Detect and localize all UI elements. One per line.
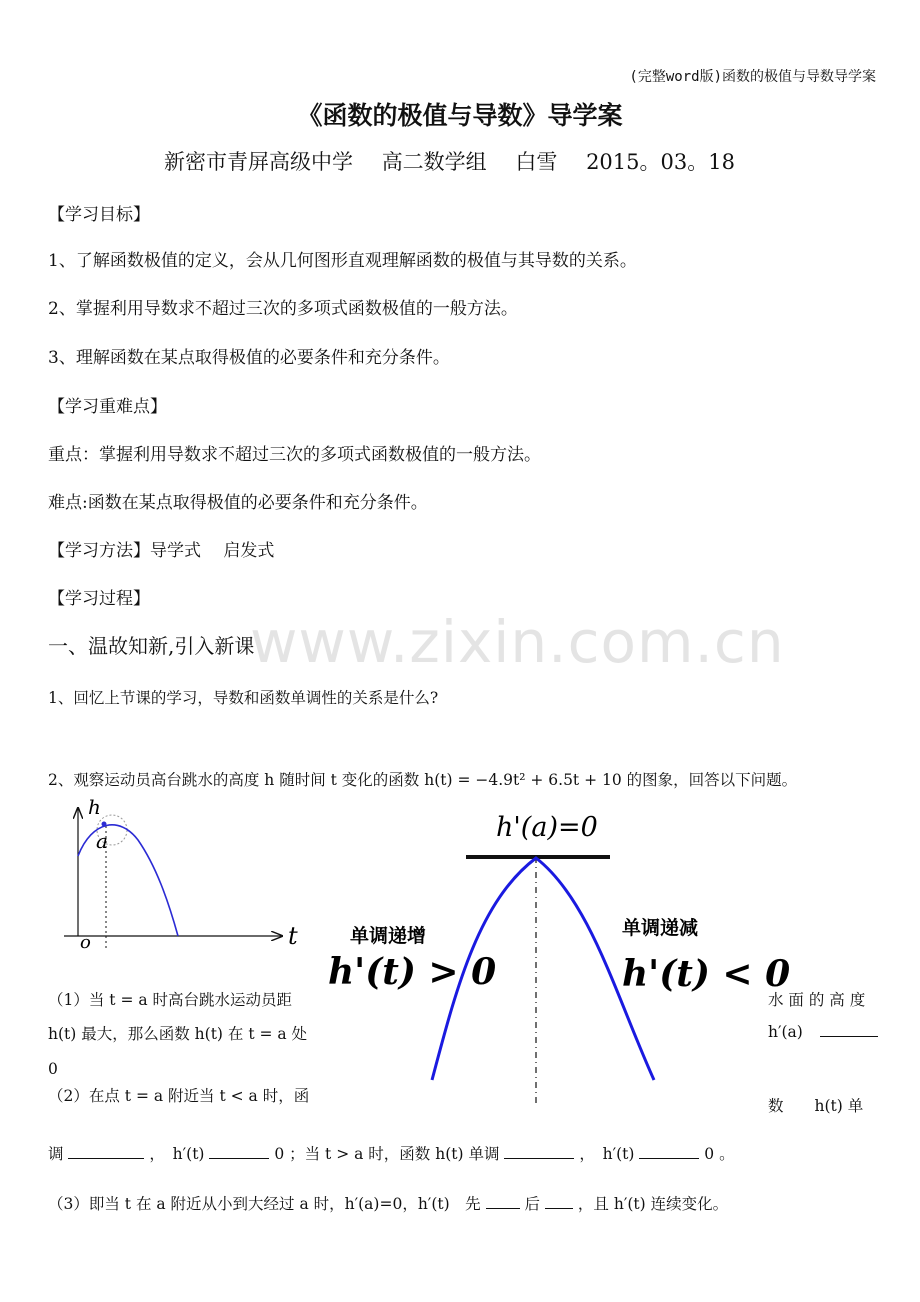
- subtitle: [164, 146, 757, 176]
- answer-blank[interactable]: [545, 1194, 573, 1209]
- key-heading: 【学习重难点】: [48, 397, 167, 417]
- page-header: (完整word版)函数的极值与导数导学案: [629, 69, 876, 85]
- top-formula: h'(a)=0: [496, 812, 598, 843]
- difficult-point: 难点:函数在某点取得极值的必要条件和充分条件。: [48, 493, 428, 513]
- x-axis-label: t: [288, 922, 298, 950]
- text-fragment: 后: [524, 1195, 541, 1213]
- text-fragment: ， h′(t): [149, 1145, 205, 1163]
- text-fragment: ， h′(t): [579, 1145, 635, 1163]
- goal-item: 1、了解函数极值的定义，会从几何图形直观理解函数的极值与其导数的关系。: [48, 251, 637, 271]
- question-part-1-right: 水 面 的 高 度: [768, 991, 866, 1009]
- answer-blank[interactable]: [639, 1144, 699, 1159]
- question-part-1-b: h(t) 最大，那么函数 h(t) 在 t = a 处: [48, 1025, 308, 1043]
- increasing-formula: h'(t) > 0: [328, 951, 497, 993]
- derivative-at-a: h′(a): [768, 1023, 803, 1041]
- watermark: www.zixin.com.cn: [250, 608, 785, 676]
- decreasing-formula: h'(t) < 0: [622, 953, 791, 995]
- question-part-1-a: （1）当 t = a 时高台跳水运动员距: [48, 991, 293, 1009]
- origin-label: o: [80, 932, 91, 953]
- question-part-3: [48, 1192, 728, 1214]
- text-fragment: ，且 h′(t) 连续变化。: [577, 1195, 729, 1213]
- text-fragment: 调: [48, 1145, 64, 1163]
- question-part-1-right-2: [768, 1022, 878, 1041]
- height-curve: [78, 825, 178, 936]
- date: 2015。03。18: [586, 150, 735, 174]
- goal-item: 2、掌握利用导数求不超过三次的多项式函数极值的一般方法。: [48, 299, 518, 319]
- key-point: 重点：掌握利用导数求不超过三次的多项式函数极值的一般方法。: [48, 445, 541, 465]
- question-part-1-c: 0: [48, 1060, 58, 1078]
- school-name: 新密市青屏高级中学: [164, 150, 353, 174]
- text-fragment: 0 。: [704, 1145, 735, 1163]
- height-time-graph: [56, 796, 312, 952]
- question-part-2-right: 数 h(t) 单: [768, 1097, 864, 1115]
- question-part-2-a: （2）在点 t = a 附近当 t < a 时，函: [48, 1087, 310, 1105]
- goal-item: 3、理解函数在某点取得极值的必要条件和充分条件。: [48, 348, 450, 368]
- answer-blank[interactable]: [209, 1144, 269, 1159]
- peak-dot: [102, 822, 107, 827]
- derivative-graph: [324, 800, 791, 1108]
- process-heading: 【学习过程】: [48, 589, 150, 609]
- answer-blank[interactable]: [68, 1144, 144, 1159]
- goals-heading: 【学习目标】: [48, 205, 150, 225]
- increasing-label: 单调递增: [350, 925, 427, 947]
- text-fragment: 0 ；当 t > a 时，函数 h(t) 单调: [274, 1145, 500, 1163]
- question-1: 1、回忆上节课的学习，导数和函数单调性的关系是什么?: [48, 689, 439, 707]
- answer-blank[interactable]: [820, 1022, 878, 1037]
- answer-blank[interactable]: [504, 1144, 574, 1159]
- group-name: 高二数学组: [381, 150, 487, 174]
- page-title: 《函数的极值与导数》导学案: [297, 101, 623, 130]
- teacher-name: 白雪: [515, 150, 558, 174]
- question-part-2-line: [48, 1142, 735, 1164]
- y-axis-label: h: [88, 795, 101, 819]
- section-heading: 一、温故知新,引入新课: [48, 634, 255, 658]
- decreasing-label: 单调递减: [622, 917, 699, 939]
- question-2: 2、观察运动员高台跳水的高度 h 随时间 t 变化的函数 h(t) = −4.9t² + 6.5t + 10 的图象，回答以下问题。: [48, 771, 798, 789]
- text-fragment: （3）即当 t 在 a 附近从小到大经过 a 时，h′(a)=0，h′(t) 先: [48, 1195, 481, 1213]
- answer-blank[interactable]: [486, 1194, 520, 1209]
- point-label: a: [96, 829, 108, 853]
- learning-method: 【学习方法】导学式 启发式: [48, 541, 275, 561]
